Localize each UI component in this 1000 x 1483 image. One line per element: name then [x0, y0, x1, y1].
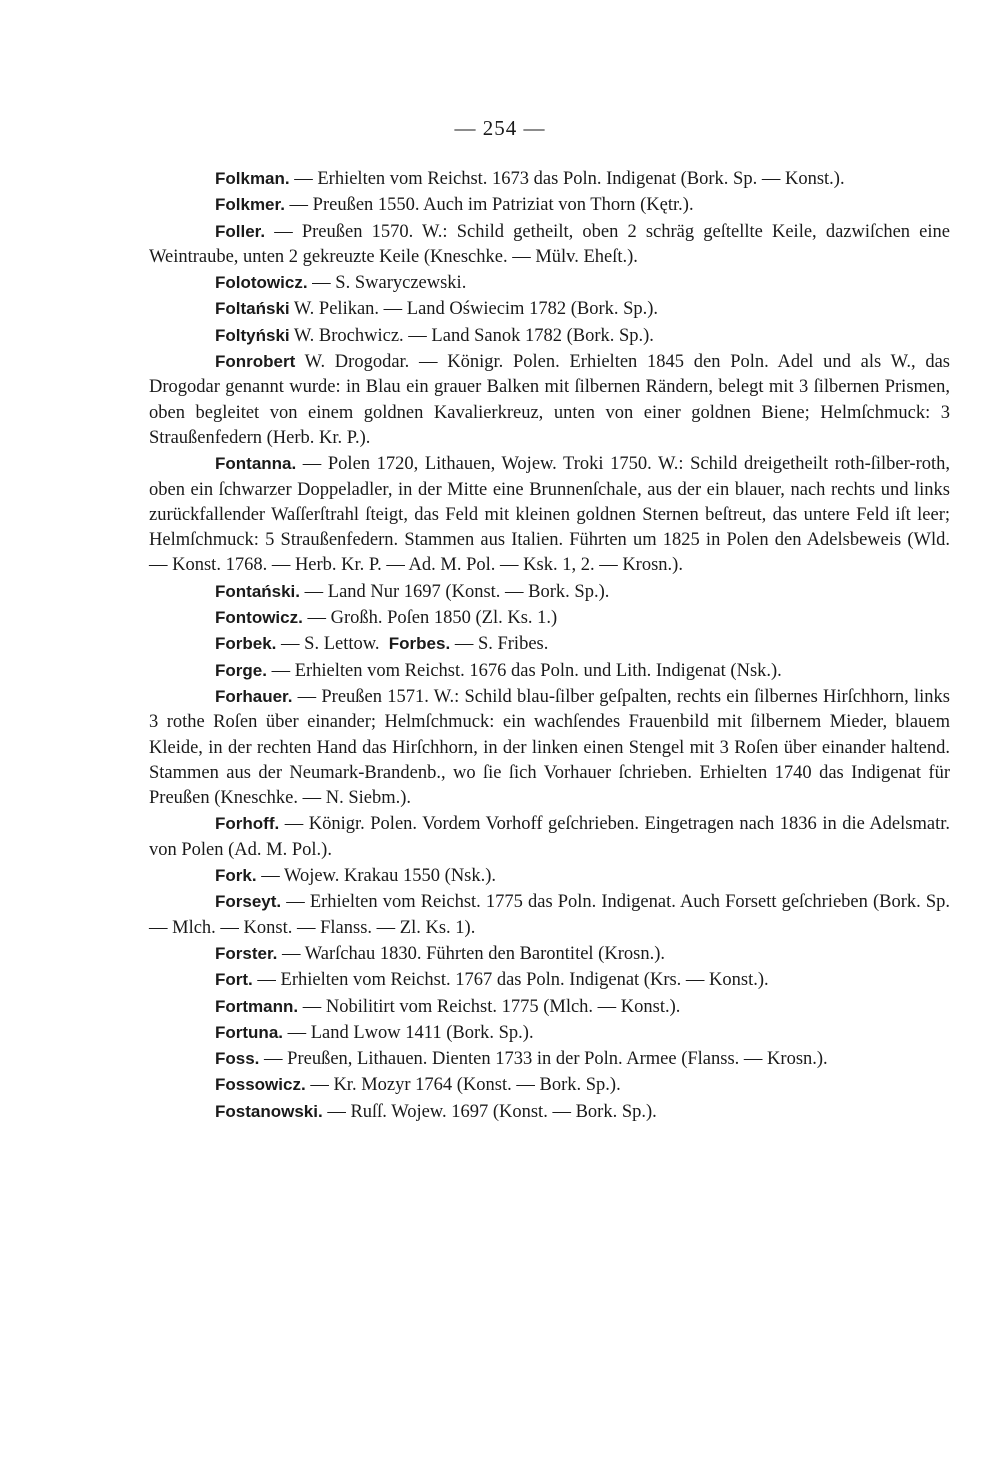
- entry-text: W. Pelikan. — Land Oświecim 1782 (Bork. Sp.).: [289, 299, 659, 320]
- entry-text: — Königr. Polen. Vordem Vorhoff geſchrieben. Eingetragen nach 1836 in die Adelsmatr. von Polen (Ad. M. Pol.).: [149, 814, 950, 860]
- entry-headword: Forhauer.: [215, 686, 293, 706]
- entry-headword: Forster.: [215, 943, 278, 963]
- entry-headword: Forbek.: [215, 634, 277, 654]
- entry-fortuna: [149, 1020, 950, 1046]
- entry-text: — Warſchau 1830. Führten den Barontitel (Krosn.).: [277, 943, 665, 964]
- entry-folkmer: [149, 192, 950, 218]
- entry-text: W. Brochwicz. — Land Sanok 1782 (Bork. Sp.).: [289, 325, 654, 346]
- entry-headword: Forseyt.: [215, 892, 282, 912]
- entry-folkman: [149, 166, 950, 192]
- entry-headword: Fossowicz.: [215, 1075, 306, 1095]
- entry-text: — Preußen, Lithauen. Dienten 1733 in der Poln. Armee (Flanss. — Krosn.).: [259, 1049, 828, 1070]
- entry-text: — Ruſſ. Wojew. 1697 (Konst. — Bork. Sp.).: [322, 1101, 657, 1122]
- entry-text: — Land Nur 1697 (Konst. — Bork. Sp.).: [300, 581, 610, 602]
- entry-text: — Preußen 1571. W.: Schild blau-ſilber geſpalten, rechts ein ſilbernes Hirſchhorn, links 3 rothe Roſen über einander; Helmſchmuck: ein wachſendes Frauenbild mit ſilbernem Mieder, blauem Kleide, in der rechten Hand das Hirſchhorn, in der linken einen Stengel mit 3 Roſen über einander haltend. Stammen aus der Neumark-Brandenb., wo ſie ſich Vorhauer ſchrieben. Erhielten 1740 das Indigenat für Preußen (Kneschke. — N. Siebm.).: [149, 686, 950, 809]
- entry-text: — Großh. Poſen 1850 (Zl. Ks. 1.): [302, 608, 558, 629]
- entry-forhauer: [149, 684, 950, 811]
- entry-headword: Fontowicz.: [215, 608, 303, 628]
- entry-fontanski: [149, 579, 950, 605]
- entry-fostanowski: [149, 1099, 950, 1125]
- entry-text: — Kr. Mozyr 1764 (Konst. — Bork. Sp.).: [305, 1075, 621, 1096]
- entry-fonrobert: [149, 349, 950, 451]
- entry-text: — Preußen 1550. Auch im Patriziat von Thorn (Kętr.).: [284, 195, 694, 216]
- entry-headword: Folotowicz.: [215, 273, 308, 293]
- entry-fort: [149, 967, 950, 993]
- entry-folotowicz: [149, 270, 950, 296]
- entry-text: — Erhielten vom Reichst. 1673 das Poln. Indigenat (Bork. Sp. — Konst.).: [289, 169, 845, 189]
- entry-fontowicz: [149, 605, 950, 631]
- entry-headword: Foltyński: [215, 325, 290, 345]
- page-number: — 254 —: [454, 116, 546, 140]
- entry-text: — Preußen 1570. W.: Schild getheilt, oben 2 schräg geſtellte Keile, dazwiſchen eine Weintraube, unten 2 gekreuzte Keile (Kneschke. — Mülv. Eheſt.).: [149, 221, 950, 267]
- entry-text: — Polen 1720, Lithauen, Wojew. Troki 1750. W.: Schild dreigetheilt roth-ſilber-roth, oben ein ſchwarzer Doppeladler, in der Mitte eine Brunnenſchale, aus der ein blauer, nach rechts und links zurückfallender Waſſerſtrahl ſteigt, das Feld mit kleinen goldnen Sternen beſtreut, das untere Feld iſt leer; Helmſchmuck: 5 Straußenfedern. Stammen aus Italien. Führten um 1825 in Polen den Adelsbeweis (Wld. — Konst. 1768. — Herb. Kr. P. — Ad. M. Pol. — Ksk. 1, 2. — Krosn.).: [149, 454, 950, 576]
- entry-text: — Erhielten vom Reichst. 1676 das Poln. und Lith. Indigenat (Nsk.).: [266, 660, 782, 681]
- entry-foller: [149, 219, 950, 271]
- entry-text: — Erhielten vom Reichst. 1767 das Poln. Indigenat (Krs. — Konst.).: [252, 970, 769, 991]
- entry-headword: Fortuna.: [215, 1022, 283, 1042]
- entry-foltanski: [149, 296, 950, 322]
- entry-foss: [149, 1046, 950, 1072]
- entry-fortmann: [149, 994, 950, 1020]
- entry-foltynski: [149, 323, 950, 349]
- entry-forhoff: [149, 811, 950, 863]
- entry-forster: [149, 941, 950, 967]
- entry-headword: Foltański: [215, 299, 290, 319]
- entry-headword: Fortmann.: [215, 996, 299, 1016]
- entry-headword: Fontanna.: [215, 454, 297, 474]
- entry-text: — Nobilitirt vom Reichst. 1775 (Mlch. — Konst.).: [298, 996, 681, 1017]
- entry-text: — Wojew. Krakau 1550 (Nsk.).: [256, 866, 497, 887]
- entry-headword: Fontański.: [215, 581, 301, 601]
- dictionary-entries: [149, 166, 950, 1125]
- entry-fork: [149, 863, 950, 889]
- entry-fossowicz: [149, 1072, 950, 1098]
- entry-text: — S. Fribes.: [450, 634, 549, 655]
- entry-forge: [149, 658, 950, 684]
- entry-headword: Fostanowski.: [215, 1101, 323, 1121]
- entry-forseyt: [149, 889, 950, 941]
- entry-headword: Foller.: [215, 221, 266, 241]
- entry-headword: Forhoff.: [215, 814, 280, 834]
- entry-headword: Forge.: [215, 660, 267, 680]
- entry-text: W. Drogodar. — Königr. Polen. Erhielten 1845 den Poln. Adel und als W., das Drogodar genannt wurde: in Blau ein grauer Balken mit ſilbernen Rändern, belegt mit 3 ſilbernen Prismen, oben begleitet von einem goldnen Kavalierkreuz, unten von einer goldnen Biene; Helmſchmuck: 3 Straußenfedern (Herb. Kr. P.).: [149, 352, 950, 448]
- entry-text: — S. Lettow.: [276, 634, 380, 655]
- entry-text: — S. Swaryczewski.: [307, 273, 467, 294]
- entry-fontanna: [149, 451, 950, 578]
- entry-text: — Erhielten vom Reichst. 1775 das Poln. Indigenat. Auch Forsett geſchrieben (Bork. Sp. — Mlch. — Konst. — Flanss. — Zl. Ks. 1).: [149, 892, 950, 938]
- entry-forbek-forbes: [149, 631, 950, 657]
- entry-text: — Land Lwow 1411 (Bork. Sp.).: [283, 1022, 534, 1043]
- entry-headword: Folkmer.: [215, 195, 285, 215]
- entry-headword: Foss.: [215, 1049, 260, 1069]
- entry-headword: Forbes.: [388, 634, 451, 654]
- entry-headword: Fort.: [215, 970, 253, 990]
- entry-headword: Fork.: [215, 866, 257, 886]
- entry-headword: Fonrobert: [215, 352, 296, 372]
- entry-headword: Folkman.: [215, 169, 290, 188]
